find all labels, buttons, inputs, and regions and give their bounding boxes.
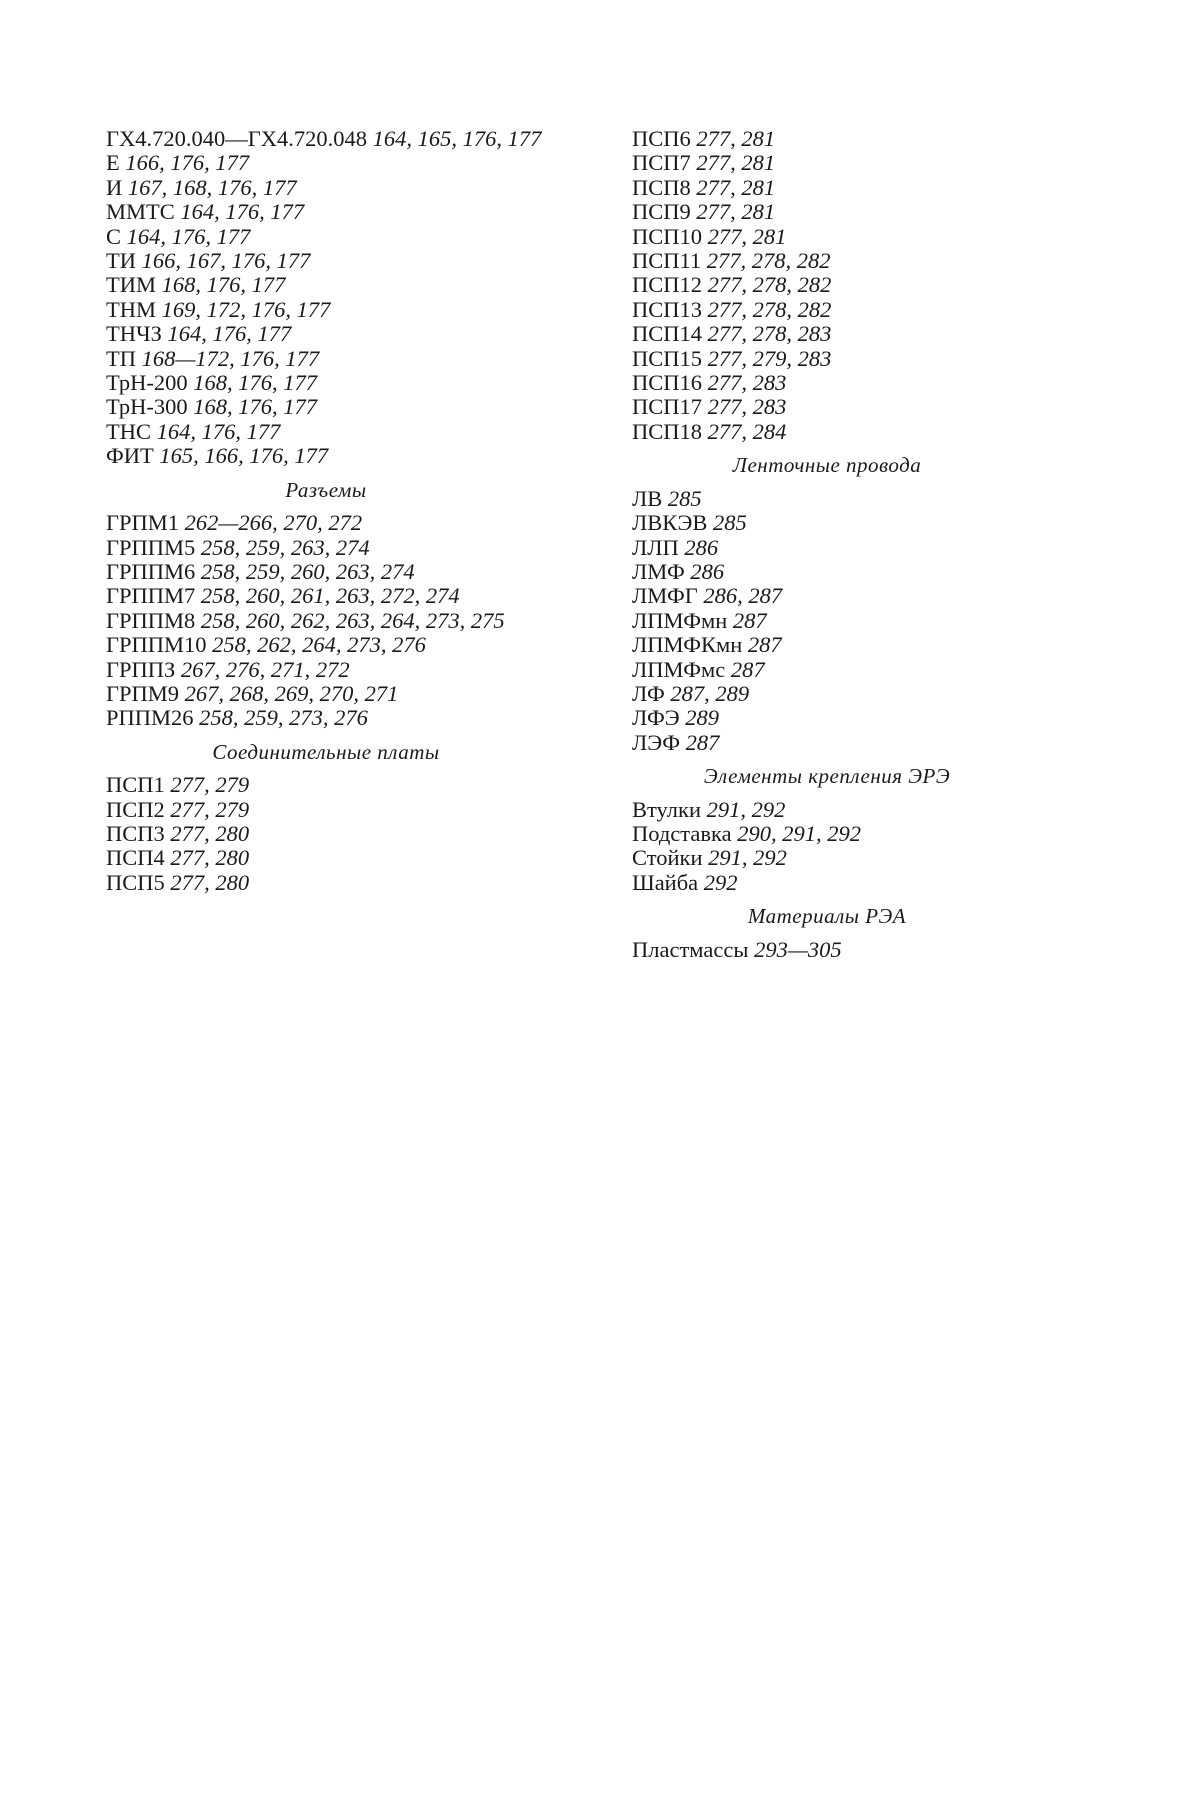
index-term: ПСП6 xyxy=(632,126,691,151)
page-numbers: 258, 262, 264, 273, 276 xyxy=(212,632,426,658)
index-term: ТНМ xyxy=(106,296,156,322)
page-numbers: 168, 176, 177 xyxy=(193,394,318,420)
index-entry xyxy=(632,420,1052,444)
index-entry xyxy=(632,127,1052,151)
page-numbers: 164, 176, 177 xyxy=(156,418,281,444)
index-entry xyxy=(106,200,566,224)
page-numbers: 290, 291, 292 xyxy=(737,820,861,846)
index-entry xyxy=(632,225,1052,249)
page-numbers: 164, 165, 176, 177 xyxy=(372,126,542,151)
index-entry xyxy=(106,127,566,151)
page-numbers: 267, 268, 269, 270, 271 xyxy=(184,680,399,706)
index-term: ПСП14 xyxy=(632,321,703,347)
page-numbers: 277, 278, 282 xyxy=(706,248,831,274)
index-entry xyxy=(632,584,1052,608)
page-numbers: 277, 278, 282 xyxy=(707,296,832,322)
page-numbers: 286 xyxy=(690,558,725,584)
index-entry xyxy=(106,225,566,249)
index-entry xyxy=(106,371,566,395)
page-numbers: 169, 172, 176, 177 xyxy=(161,296,331,322)
index-entry xyxy=(632,298,1052,322)
index-entry xyxy=(106,322,566,346)
page-numbers: 164, 176, 177 xyxy=(126,223,251,249)
index-entry xyxy=(632,511,1052,535)
page-numbers: 164, 176, 177 xyxy=(167,321,292,347)
index-term: ТНЧЗ xyxy=(106,321,162,347)
section-heading-connectors: Разъемы xyxy=(285,477,367,502)
page-numbers: 167, 168, 176, 177 xyxy=(127,174,297,200)
index-entry xyxy=(632,846,1052,870)
index-entry xyxy=(106,682,566,706)
index-term: ЛМФ xyxy=(632,558,685,584)
index-term: ЛФЭ xyxy=(632,705,680,731)
page-numbers: 292 xyxy=(703,869,738,895)
page-numbers: 277, 280 xyxy=(170,845,250,871)
index-entry xyxy=(632,487,1052,511)
index-entry xyxy=(632,658,1052,682)
right-column xyxy=(632,127,1052,962)
index-term: ГРПМ1 xyxy=(106,510,180,536)
page-numbers: 277, 280 xyxy=(170,820,250,846)
index-entry xyxy=(106,444,566,468)
index-entry xyxy=(632,273,1052,297)
page-numbers: 277, 281 xyxy=(696,150,776,176)
page-numbers: 285 xyxy=(667,485,702,511)
index-entry xyxy=(106,536,566,560)
index-entry xyxy=(632,200,1052,224)
page-numbers: 289 xyxy=(685,705,719,731)
index-term: ГРПМ9 xyxy=(106,680,180,706)
index-entry xyxy=(632,395,1052,419)
page-numbers: 168, 176, 177 xyxy=(193,370,318,396)
index-term: Пластмассы xyxy=(632,936,749,962)
index-entry xyxy=(632,822,1052,846)
index-group xyxy=(632,798,1052,896)
index-term: Подставка xyxy=(632,820,732,846)
index-group xyxy=(632,938,1052,962)
page-numbers: 277, 281 xyxy=(696,174,776,200)
page-numbers: 277, 278, 282 xyxy=(707,272,832,298)
index-term: С xyxy=(106,223,122,249)
index-term: ПСП2 xyxy=(106,796,165,822)
index-entry xyxy=(106,420,566,444)
index-entry xyxy=(632,798,1052,822)
page-numbers: 258, 260, 262, 263, 264, 273, 275 xyxy=(200,607,505,633)
index-entry xyxy=(632,609,1052,633)
index-term: ПСП7 xyxy=(632,150,691,176)
section-heading-ribbon-wires: Ленточные провода xyxy=(732,453,922,478)
index-term: ГХ4.720.040—ГХ4.720.048 xyxy=(106,126,368,151)
index-entry xyxy=(106,706,566,730)
index-entry xyxy=(632,371,1052,395)
index-term: ПСП8 xyxy=(632,174,691,200)
page-numbers: 287 xyxy=(747,632,782,658)
index-term: ПСП13 xyxy=(632,296,703,322)
index-entry xyxy=(632,176,1052,200)
page-numbers: 262—266, 270, 272 xyxy=(184,510,363,536)
index-term: ТИМ xyxy=(106,272,156,298)
index-term: ГРППМ5 xyxy=(106,534,196,560)
index-term: ПСП11 xyxy=(632,248,702,274)
page-numbers: 258, 259, 273, 276 xyxy=(199,705,368,731)
index-entry xyxy=(632,249,1052,273)
index-term: ТП xyxy=(106,345,136,371)
index-entry xyxy=(106,249,566,273)
index-group xyxy=(632,487,1052,755)
index-term: ПСП3 xyxy=(106,820,165,846)
index-term: Стойки xyxy=(632,845,703,871)
page-numbers: 291, 292 xyxy=(708,845,787,871)
index-term: ЛФ xyxy=(632,680,665,706)
index-group xyxy=(106,127,566,469)
index-term: ПСП9 xyxy=(632,199,691,225)
index-entry xyxy=(106,511,566,535)
page-numbers: 287 xyxy=(732,607,767,633)
index-entry xyxy=(106,298,566,322)
page-numbers: 285 xyxy=(713,510,747,536)
page-numbers: 277, 281 xyxy=(696,199,776,225)
page-numbers: 258, 260, 261, 263, 272, 274 xyxy=(200,583,460,609)
page-numbers: 291, 292 xyxy=(706,796,786,822)
page-numbers: 287, 289 xyxy=(670,680,750,706)
section-heading-materials: Материалы РЭА xyxy=(747,904,907,929)
index-term: ПСП1 xyxy=(106,772,165,798)
page-numbers: 277, 280 xyxy=(170,869,250,895)
index-entry xyxy=(106,395,566,419)
index-entry xyxy=(106,347,566,371)
index-term: ГРППМ6 xyxy=(106,558,196,584)
index-entry xyxy=(632,560,1052,584)
index-entry xyxy=(106,658,566,682)
index-term: ПСП16 xyxy=(632,370,703,396)
section-heading-boards: Соединительные платы xyxy=(212,739,440,764)
index-term: РППМ26 xyxy=(106,705,194,731)
index-entry xyxy=(632,322,1052,346)
index-group xyxy=(106,773,566,895)
index-term: ПСП15 xyxy=(632,345,703,371)
index-term: ГРППМ8 xyxy=(106,607,196,633)
index-term: ЛЛП xyxy=(632,534,679,560)
index-term: ЛПМФмс xyxy=(632,656,726,682)
index-term: ПСП5 xyxy=(106,869,165,895)
index-term: И xyxy=(106,174,123,200)
page-numbers: 164, 176, 177 xyxy=(180,199,305,225)
index-entry xyxy=(632,151,1052,175)
index-entry xyxy=(106,151,566,175)
index-term: ЛВ xyxy=(632,485,663,511)
page-numbers: 277, 283 xyxy=(707,370,787,396)
page-numbers: 277, 278, 283 xyxy=(707,321,832,347)
index-group xyxy=(106,511,566,731)
index-term: ПСП4 xyxy=(106,845,165,871)
index-entry xyxy=(106,846,566,870)
index-term: ММТС xyxy=(106,199,175,225)
index-entry xyxy=(106,798,566,822)
page-numbers: 277, 281 xyxy=(696,126,776,151)
index-term: ЛВКЭВ xyxy=(632,510,708,536)
index-term: ГРППЗ xyxy=(106,656,176,682)
page-numbers: 277, 283 xyxy=(707,394,787,420)
page-numbers: 168, 176, 177 xyxy=(161,272,286,298)
index-entry xyxy=(106,871,566,895)
page-numbers: 168—172, 176, 177 xyxy=(141,345,320,371)
index-term: ЛЭФ xyxy=(632,729,680,755)
left-column xyxy=(106,127,566,895)
index-term: Шайба xyxy=(632,869,699,895)
index-term: ТИ xyxy=(106,248,136,274)
index-term: Втулки xyxy=(632,796,702,822)
index-entry xyxy=(632,633,1052,657)
page-numbers: 258, 259, 260, 263, 274 xyxy=(200,558,415,584)
index-entry xyxy=(106,609,566,633)
index-term: ЛМФГ xyxy=(632,583,698,609)
page-numbers: 258, 259, 263, 274 xyxy=(200,534,370,560)
index-entry xyxy=(106,560,566,584)
index-entry xyxy=(106,584,566,608)
page-numbers: 166, 176, 177 xyxy=(125,150,250,176)
page-numbers: 166, 167, 176, 177 xyxy=(141,248,311,274)
index-term: ПСП10 xyxy=(632,223,703,249)
index-entry xyxy=(106,176,566,200)
index-term: ПСП18 xyxy=(632,418,703,444)
index-entry xyxy=(632,682,1052,706)
page-numbers: 277, 279 xyxy=(170,772,250,798)
index-entry xyxy=(632,536,1052,560)
index-entry xyxy=(632,347,1052,371)
section-heading-mounting-elements: Элементы крепления ЭРЭ xyxy=(703,764,951,789)
index-term: ФИТ xyxy=(106,443,154,469)
page-numbers: 287 xyxy=(730,656,765,682)
index-entry xyxy=(632,706,1052,730)
index-term: ГРППМ7 xyxy=(106,583,196,609)
index-entry xyxy=(632,938,1052,962)
index-term: ТНС xyxy=(106,418,151,444)
index-term: ЛПМФКмн xyxy=(632,632,743,658)
index-entry xyxy=(632,731,1052,755)
page-numbers: 165, 166, 176, 177 xyxy=(159,443,329,469)
index-term: ТрН-300 xyxy=(106,394,188,420)
page-numbers: 293—305 xyxy=(754,936,842,962)
page-numbers: 286 xyxy=(684,534,719,560)
index-term: ПСП12 xyxy=(632,272,703,298)
index-group xyxy=(632,127,1052,444)
index-term: ПСП17 xyxy=(632,394,703,420)
page-numbers: 277, 284 xyxy=(707,418,787,444)
index-term: Е xyxy=(106,150,120,176)
index-term: ТрН-200 xyxy=(106,370,188,396)
index-term: ЛПМФмн xyxy=(632,607,728,633)
page-numbers: 277, 281 xyxy=(707,223,787,249)
page-numbers: 277, 279 xyxy=(170,796,250,822)
index-term: ГРППМ10 xyxy=(106,632,207,658)
index-entry xyxy=(632,871,1052,895)
page-numbers: 267, 276, 271, 272 xyxy=(180,656,350,682)
index-entry xyxy=(106,273,566,297)
page-numbers: 286, 287 xyxy=(703,583,783,609)
index-entry xyxy=(106,822,566,846)
page-numbers: 287 xyxy=(685,729,720,755)
page-numbers: 277, 279, 283 xyxy=(707,345,832,371)
index-entry xyxy=(106,773,566,797)
index-entry xyxy=(106,633,566,657)
